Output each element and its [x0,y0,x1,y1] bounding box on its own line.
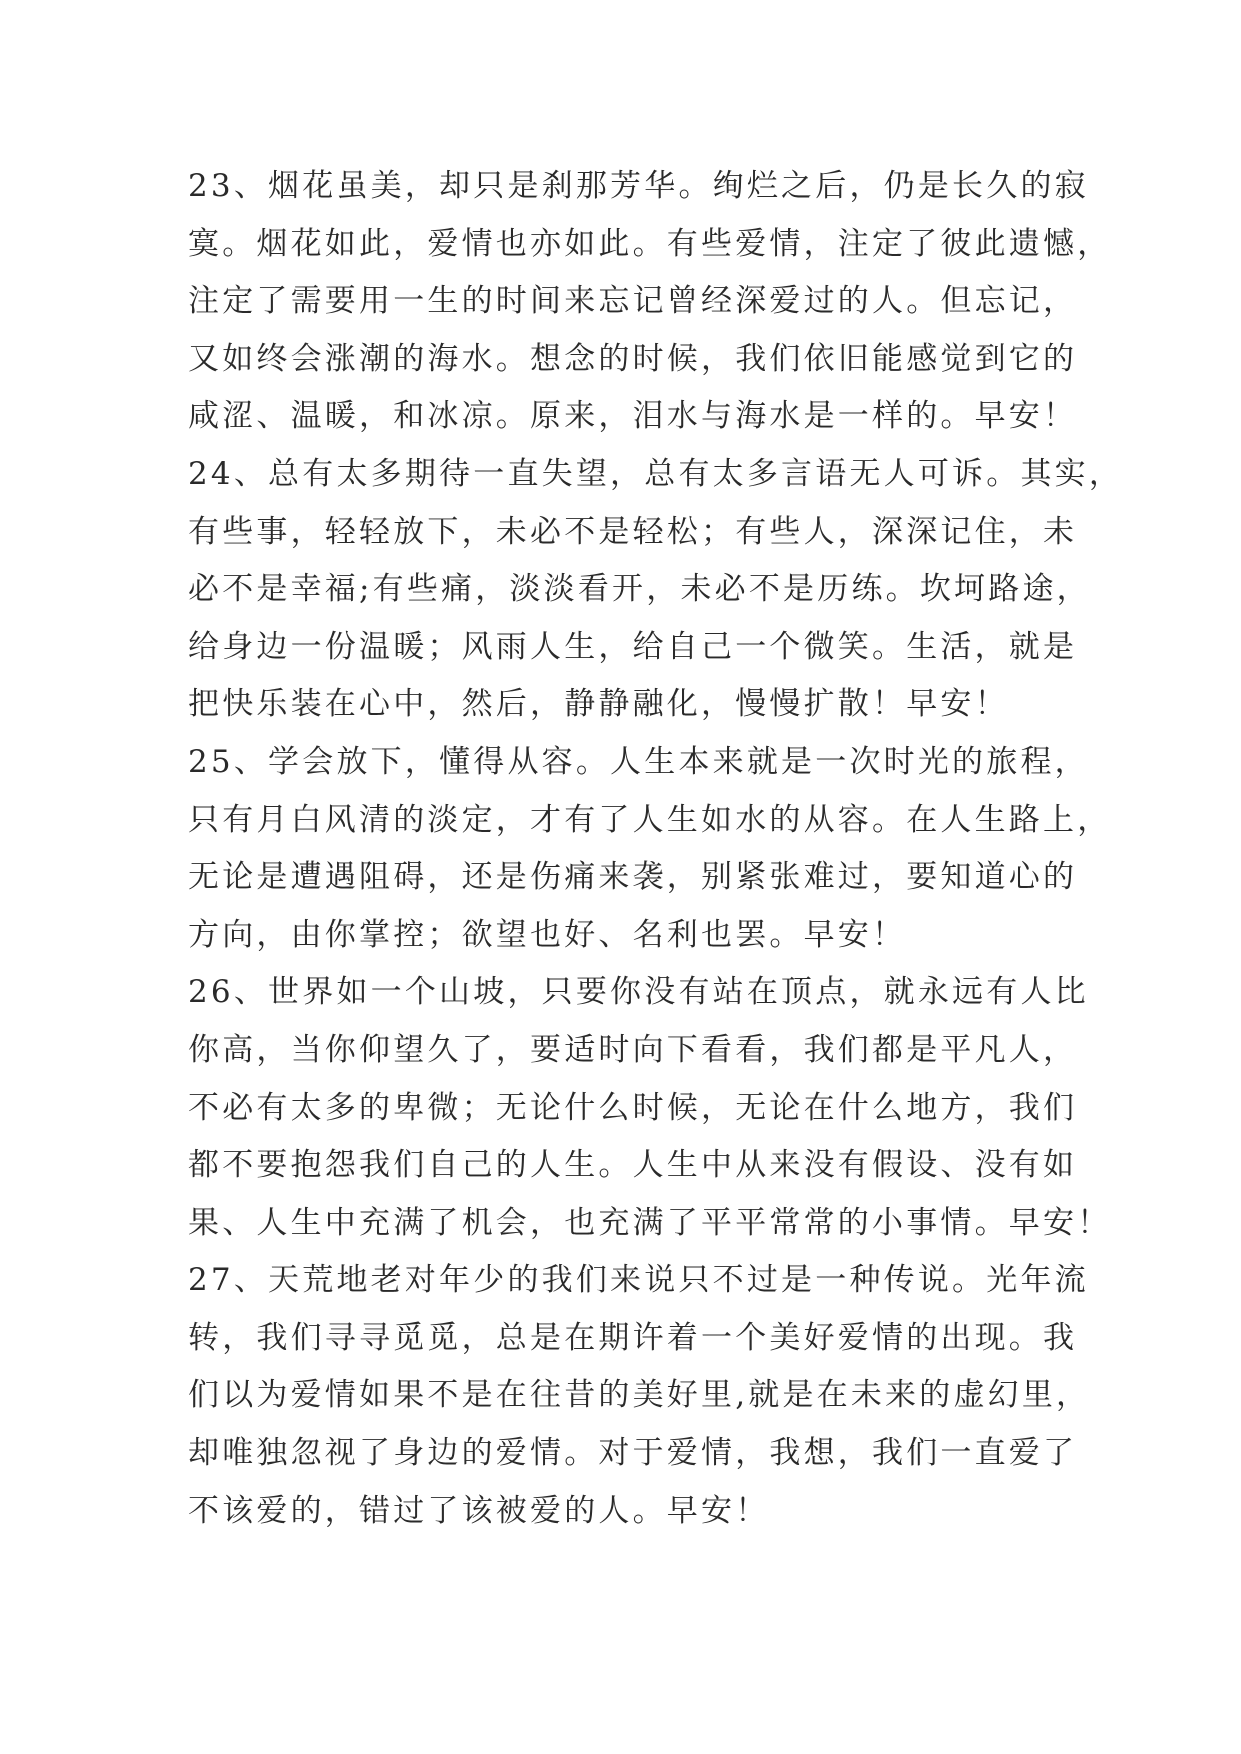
text-line: 寞。烟花如此，爱情也亦如此。有些爱情，注定了彼此遗憾， [188,225,1112,262]
text-line: 只有月白风清的淡定，才有了人生如水的从容。在人生路上， [188,801,1112,838]
text-line: 给身边一份温暖；风雨人生，给自己一个微笑。生活，就是 [188,628,1078,665]
text-line: 咸涩、温暖，和冰凉。原来，泪水与海水是一样的。早安！ [188,398,1078,435]
text-line: 却唯独忽视了身边的爱情。对于爱情，我想，我们一直爱了 [188,1435,1078,1472]
text-line: 方向，由你掌控；欲望也好、名利也罢。早安！ [188,916,907,953]
text-line: 把快乐装在心中，然后，静静融化，慢慢扩散！早安！ [188,686,1009,723]
text-line: 你高，当你仰望久了，要适时向下看看，我们都是平凡人， [188,1031,1078,1068]
text-line: 又如终会涨潮的海水。想念的时候，我们依旧能感觉到它的 [188,340,1078,377]
text-line: 转，我们寻寻觅觅，总是在期许着一个美好爱情的出现。我 [188,1319,1078,1356]
text-line: 26、世界如一个山坡，只要你没有站在顶点，就永远有人比 [188,974,1089,1011]
document-body [188,158,1124,1540]
text-line: 都不要抱怨我们自己的人生。人生中从来没有假设、没有如 [188,1147,1078,1184]
text-line: 必不是幸福;有些痛，淡淡看开，未必不是历练。坎坷路途， [188,571,1091,608]
text-line: 不必有太多的卑微；无论什么时候，无论在什么地方，我们 [188,1089,1078,1126]
text-line: 有些事，轻轻放下，未必不是轻松；有些人，深深记住，未 [188,513,1078,550]
text-line: 们以为爱情如果不是在往昔的美好里,就是在未来的虚幻里， [188,1377,1091,1414]
text-line: 24、总有太多期待一直失望，总有太多言语无人可诉。其实， [188,455,1124,492]
text-line: 25、学会放下，懂得从容。人生本来就是一次时光的旅程， [188,743,1089,780]
text-line: 无论是遭遇阻碍，还是伤痛来袭，别紧张难过，要知道心的 [188,859,1078,896]
text-line: 27、天荒地老对年少的我们来说只不过是一种传说。光年流 [188,1262,1089,1299]
text-line: 注定了需要用一生的时间来忘记曾经深爱过的人。但忘记， [188,283,1078,320]
text-line: 果、人生中充满了机会，也充满了平平常常的小事情。早安！ [188,1204,1112,1241]
text-line: 不该爱的，错过了该被爱的人。早安！ [188,1492,770,1529]
text-line: 23、烟花虽美，却只是刹那芳华。绚烂之后，仍是长久的寂 [188,168,1089,204]
